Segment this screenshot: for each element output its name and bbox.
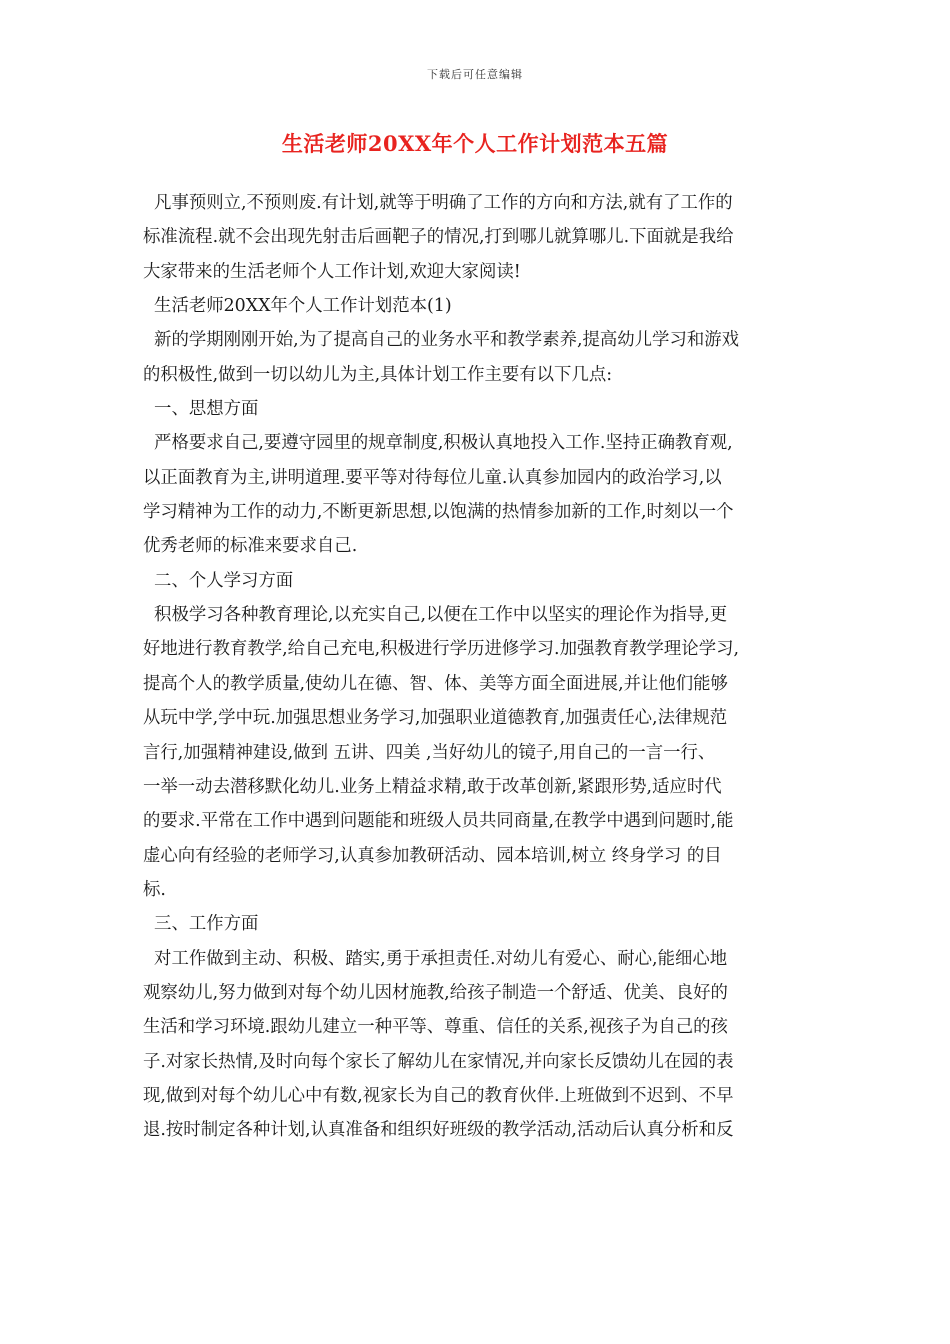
body-text-line: 子.对家长热情,及时向每个家长了解幼儿在家情况,并向家长反馈幼儿在园的表: [143, 1051, 734, 1072]
document-title: 生活老师20XX年个人工作计划范本五篇: [281, 131, 669, 156]
body-text-line: 大家带来的生活老师个人工作计划,欢迎大家阅读!: [143, 261, 521, 282]
body-text-line: 积极学习各种教育理论,以充实自己,以便在工作中以坚实的理论作为指导,更: [143, 605, 728, 626]
body-text-line: 好地进行教育教学,给自己充电,积极进行学历进修学习.加强教育教学理论学习,: [143, 639, 740, 660]
body-text-line: 三、工作方面: [143, 914, 259, 935]
body-text-line: 标.: [143, 879, 166, 900]
body-text-line: 生活和学习环境.跟幼儿建立一种平等、尊重、信任的关系,视孩子为自己的孩: [143, 1017, 728, 1038]
body-text-line: 生活老师20XX年个人工作计划范本(1): [143, 296, 452, 317]
header-note: 下载后可任意编辑: [427, 68, 523, 81]
body-text-line: 退.按时制定各种计划,认真准备和组织好班级的教学活动,活动后认真分析和反: [143, 1120, 734, 1141]
body-text-line: 虚心向有经验的老师学习,认真参加教研活动、园本培训,树立 终身学习 的目: [143, 845, 722, 866]
body-text-line: 对工作做到主动、积极、踏实,勇于承担责任.对幼儿有爱心、耐心,能细心地: [143, 948, 728, 969]
body-text-line: 一、思想方面: [143, 399, 259, 420]
body-text-line: 二、个人学习方面: [143, 570, 294, 591]
body-text-line: 现,做到对每个幼儿心中有数,视家长为自己的教育伙伴.上班做到不迟到、不早: [143, 1085, 734, 1106]
document-body: [143, 186, 813, 1148]
body-text-line: 提高个人的教学质量,使幼儿在德、智、体、美等方面全面进展,并让他们能够: [143, 673, 728, 694]
body-text-line: 以正面教育为主,讲明道理.要平等对待每位儿童.认真参加园内的政治学习,以: [143, 467, 722, 488]
body-text-line: 新的学期刚刚开始,为了提高自己的业务水平和教学素养,提高幼儿学习和游戏: [143, 330, 740, 351]
body-text-line: 言行,加强精神建设,做到 五讲、四美 ,当好幼儿的镜子,用自己的一言一行、: [143, 742, 716, 763]
body-text-line: 学习精神为工作的动力,不断更新思想,以饱满的热情参加新的工作,时刻以一个: [143, 502, 734, 523]
body-text-line: 一举一动去潜移默化幼儿.业务上精益求精,敢于改革创新,紧跟形势,适应时代: [143, 776, 722, 797]
body-text-line: 优秀老师的标准来要求自己.: [143, 536, 358, 557]
body-text-line: 从玩中学,学中玩.加强思想业务学习,加强职业道德教育,加强责任心,法律规范: [143, 708, 728, 729]
body-text-line: 凡事预则立,不预则废.有计划,就等于明确了工作的方向和方法,就有了工作的: [143, 193, 733, 213]
body-text-line: 的要求.平常在工作中遇到问题能和班级人员共同商量,在教学中遇到问题时,能: [143, 811, 734, 832]
body-text-line: 标准流程.就不会出现先射击后画靶子的情况,打到哪儿就算哪儿.下面就是我给: [143, 227, 734, 248]
body-text-line: 的积极性,做到一切以幼儿为主,具体计划工作主要有以下几点:: [143, 364, 613, 385]
body-text-line: 观察幼儿,努力做到对每个幼儿因材施教,给孩子制造一个舒适、优美、良好的: [143, 982, 728, 1003]
body-text-line: 严格要求自己,要遵守园里的规章制度,积极认真地投入工作.坚持正确教育观,: [143, 433, 733, 454]
